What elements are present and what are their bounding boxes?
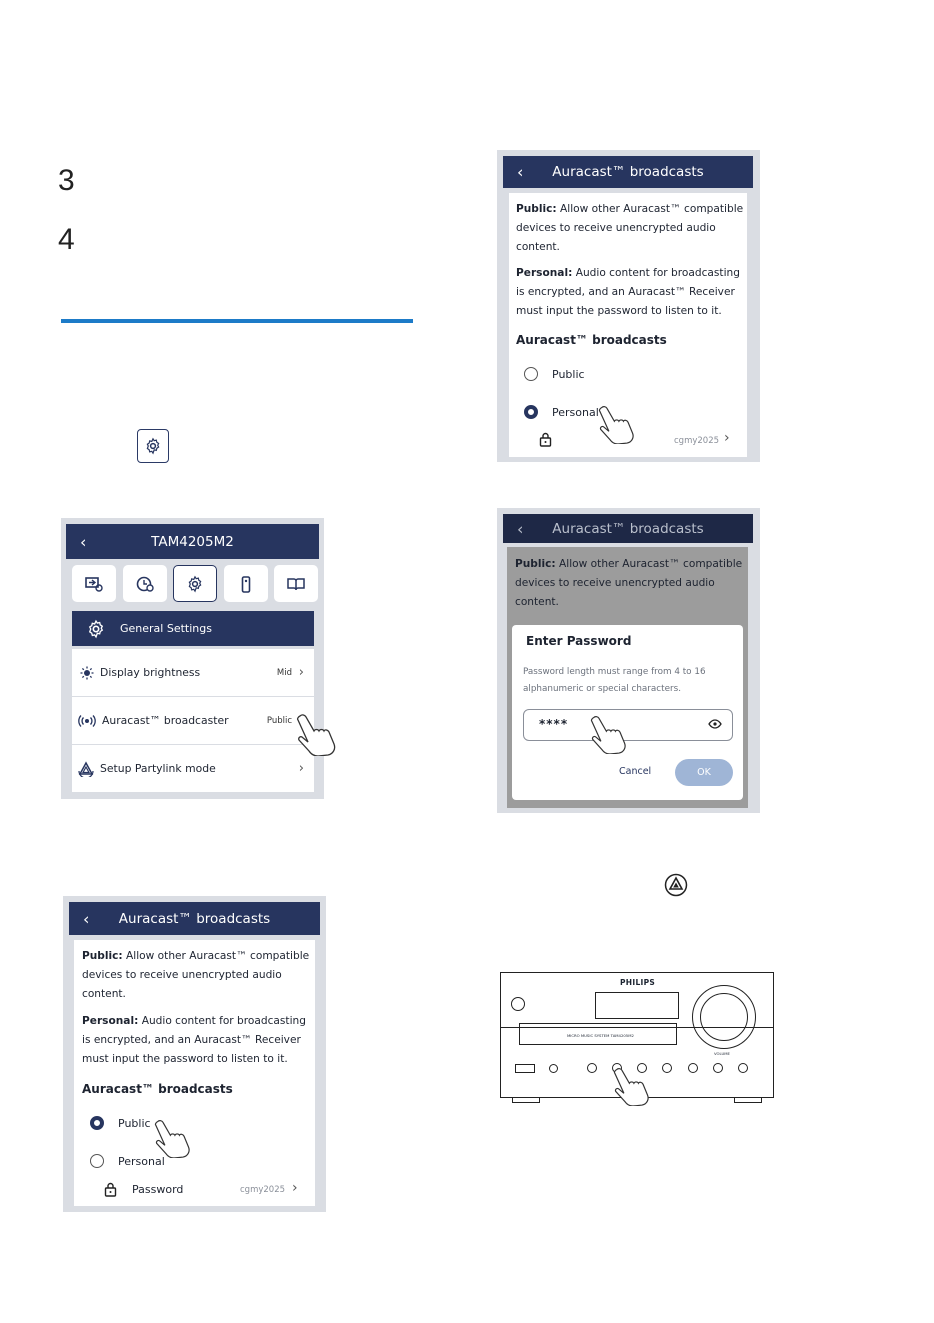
lock-icon <box>104 1182 117 1197</box>
device-foot <box>512 1098 540 1103</box>
input-settings-icon <box>84 575 104 593</box>
radio-public[interactable] <box>90 1116 104 1130</box>
pointing-hand-icon <box>152 1118 196 1158</box>
section-divider <box>61 319 413 323</box>
password-input-value: **** <box>539 717 569 731</box>
auracast-title: Auracast™ broadcasts <box>118 910 271 927</box>
radio-public[interactable] <box>524 367 538 381</box>
partylink-icon <box>78 761 94 777</box>
device-button <box>688 1063 698 1073</box>
device-button <box>662 1063 672 1073</box>
section-heading: Auracast™ broadcasts <box>82 1082 233 1096</box>
dialog-title: Enter Password <box>526 634 632 648</box>
device-foot <box>734 1098 762 1103</box>
pointing-hand-icon <box>294 712 342 756</box>
remote-icon <box>239 574 253 594</box>
pointing-hand-icon <box>610 1066 656 1106</box>
personal-description: Personal: Audio content for broadcasting is encrypted, and an Auracast™ Receiver must input the password to listen to it. <box>82 1015 306 1066</box>
ok-button[interactable]: OK <box>675 759 733 786</box>
lock-icon <box>539 432 552 447</box>
device-button <box>738 1063 748 1073</box>
chevron-right-icon[interactable]: › <box>292 1180 298 1196</box>
public-description-dimmed: Public: Allow other Auracast™ compatible devices to receive unencrypted audio content. <box>515 558 743 609</box>
device-display <box>595 992 679 1019</box>
pointing-hand-icon <box>588 714 632 754</box>
device-button <box>587 1063 597 1073</box>
power-button <box>511 997 525 1011</box>
chevron-right-icon[interactable]: › <box>724 430 730 446</box>
password-value: cgmy2025 <box>674 436 720 446</box>
volume-label: VOLUME <box>714 1051 730 1056</box>
back-chevron-icon[interactable]: ‹ <box>517 519 524 538</box>
device-header <box>66 524 319 559</box>
back-chevron-icon[interactable]: ‹ <box>517 162 524 182</box>
brand-logo: PHILIPS <box>620 978 656 987</box>
dimmed-strip <box>512 800 743 808</box>
broadcast-icon <box>78 714 96 728</box>
auracast-title: Auracast™ broadcasts <box>552 520 704 537</box>
row-value: Mid <box>276 667 292 678</box>
general-settings-bar <box>72 611 314 646</box>
personal-description: Personal: Audio content for broadcasting is encrypted, and an Auracast™ Receiver must input the password to listen to it. <box>516 267 740 318</box>
row-label: Auracast™ broadcaster <box>102 714 229 727</box>
cancel-button[interactable]: Cancel <box>619 766 652 777</box>
chevron-right-icon: › <box>298 761 304 776</box>
tab-remote[interactable] <box>224 565 268 602</box>
chevron-right-icon: › <box>298 665 304 680</box>
row-display-brightness[interactable] <box>72 649 314 696</box>
tab-manual[interactable] <box>274 565 318 602</box>
row-label: Setup Partylink mode <box>100 762 216 775</box>
row-label: Display brightness <box>100 666 201 679</box>
option-personal-label: Personal <box>552 406 599 419</box>
settings-button-illustration <box>137 429 169 463</box>
row-value: Public <box>266 715 292 726</box>
auracast-header <box>503 156 753 188</box>
tab-timer[interactable] <box>123 565 167 602</box>
tab-input-settings[interactable] <box>72 565 116 602</box>
auracast-title: Auracast™ broadcasts <box>552 164 704 180</box>
usb-port <box>515 1064 535 1073</box>
volume-knob <box>700 993 748 1041</box>
eye-icon[interactable] <box>708 719 722 729</box>
option-public-label: Public <box>118 1117 151 1130</box>
step-number-3: 3 <box>58 164 75 197</box>
row-setup-partylink[interactable] <box>72 745 314 792</box>
device-title: TAM4205M2 <box>151 533 234 550</box>
password-value: cgmy2025 <box>240 1185 286 1195</box>
radio-personal[interactable] <box>90 1154 104 1168</box>
gear-icon <box>144 437 162 455</box>
brightness-icon <box>80 666 94 680</box>
timer-icon <box>135 575 155 593</box>
step-number-4: 4 <box>58 223 75 256</box>
password-label: Password <box>132 1183 184 1196</box>
book-icon <box>286 576 306 592</box>
tab-general-settings[interactable] <box>173 565 217 602</box>
public-description: Public: Allow other Auracast™ compatible devices to receive unencrypted audio content. <box>82 950 310 1001</box>
auracast-header <box>69 902 320 935</box>
gear-icon <box>86 619 106 639</box>
option-public-label: Public <box>552 368 585 381</box>
row-auracast-broadcaster[interactable] <box>72 697 314 744</box>
pointing-hand-icon <box>596 404 640 444</box>
dialog-hint: Password length must range from 4 to 16 alphanumeric or special characters. <box>523 667 706 694</box>
partylink-icon <box>664 873 688 897</box>
radio-personal[interactable] <box>524 405 538 419</box>
option-personal-label: Personal <box>118 1155 165 1168</box>
general-settings-label: General Settings <box>120 622 212 635</box>
audio-in-jack <box>549 1064 558 1073</box>
model-strip: MICRO MUSIC SYSTEM TAM4205M2 <box>567 1033 634 1038</box>
back-chevron-icon[interactable]: ‹ <box>80 532 87 551</box>
back-chevron-icon[interactable]: ‹ <box>83 909 90 928</box>
gear-icon <box>186 575 204 593</box>
auracast-header-dimmed <box>503 514 753 543</box>
device-button <box>713 1063 723 1073</box>
section-heading: Auracast™ broadcasts <box>516 333 667 347</box>
public-description: Public: Allow other Auracast™ compatible devices to receive unencrypted audio content. <box>516 203 744 254</box>
